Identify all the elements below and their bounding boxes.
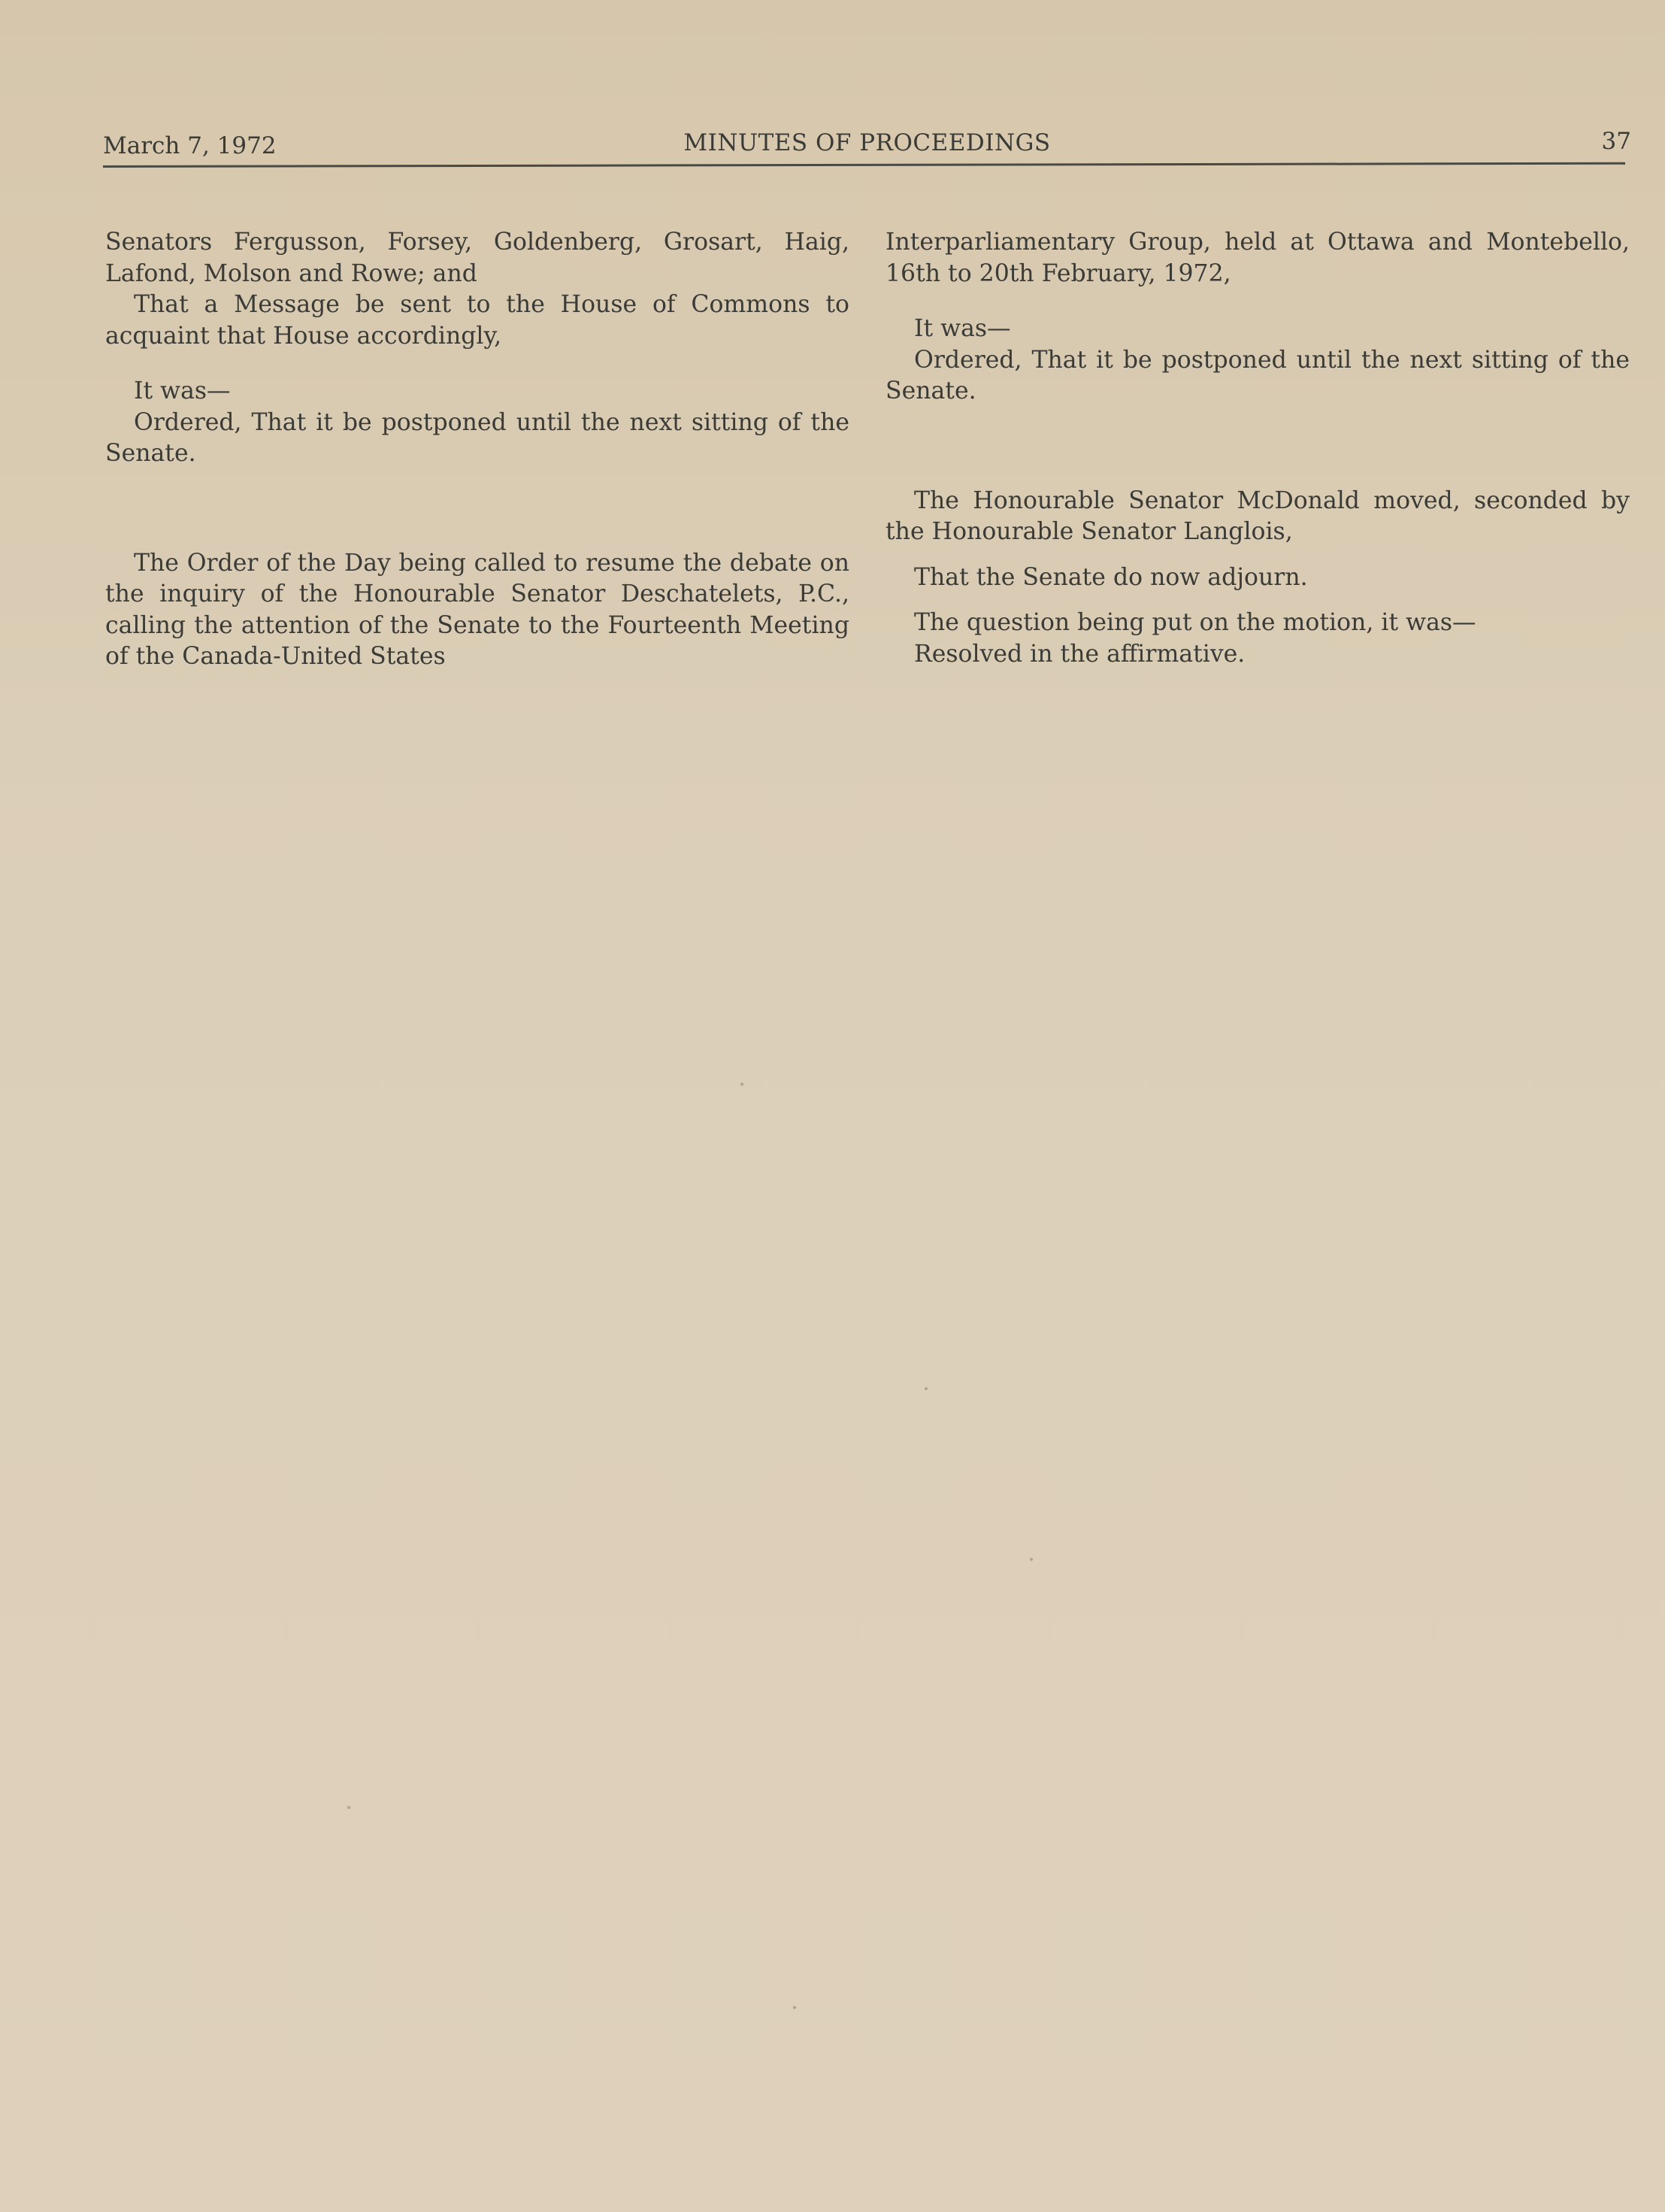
page-number: 37 [1601, 128, 1631, 155]
paper-speck [740, 1083, 743, 1086]
paragraph-senators-list: Senators Fergusson, Forsey, Goldenberg, Grosart, Haig, Lafond, Molson and Rowe; and [105, 229, 849, 287]
right-column [885, 227, 1630, 670]
header-title: MINUTES OF PROCEEDINGS [683, 129, 1051, 156]
paragraph-ordered: Ordered, That it be postponed until the next sitting of the Senate. [885, 346, 1630, 405]
header-date: March 7, 1972 [103, 132, 277, 159]
paragraph-it-was: It was— [914, 315, 1011, 342]
paragraph-question: The question being put on the motion, it was— [914, 609, 1476, 636]
paragraph-it-was: It was— [134, 377, 231, 405]
paragraph-order-of-the-day: The Order of the Day being called to resume the debate on the inquiry of the Honourable Senator Deschatelets, P.C., calling the attention of the Senate to the Fourteenth Meeting of the Canada-United States [105, 549, 849, 670]
paragraph-ordered: Ordered, That it be postponed until the next sitting of the Senate. [105, 408, 849, 467]
running-head [103, 126, 1631, 167]
paper-speck [925, 1387, 928, 1390]
paragraph-message: That a Message be sent to the House of Commons to acquaint that House accordingly, [105, 291, 849, 350]
paper-speck [1030, 1558, 1033, 1561]
paper-speck [347, 1806, 350, 1809]
paragraph-resolved: Resolved in the affirmative. [914, 640, 1246, 668]
paper-speck [793, 2006, 796, 2009]
paragraph-adjourn: That the Senate do now adjourn. [914, 563, 1308, 591]
paragraph-motion: The Honourable Senator McDonald moved, seconded by the Honourable Senator Langlois, [885, 486, 1630, 545]
left-column [105, 227, 849, 673]
paragraph-interparliamentary-group: Interparliamentary Group, held at Ottawa and Montebello, 16th to 20th February, 1972, [885, 229, 1630, 287]
